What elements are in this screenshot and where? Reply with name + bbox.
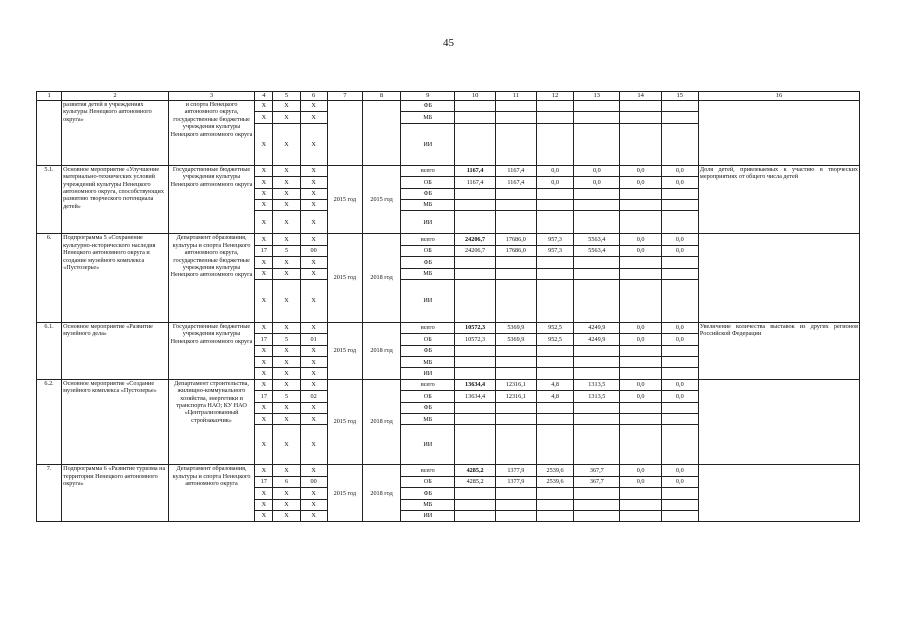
start-year: 2015 год: [327, 465, 362, 522]
code-cell: X: [273, 379, 300, 390]
code-cell: X: [300, 368, 327, 379]
code-cell: X: [300, 279, 327, 322]
end-year: 2015 год: [362, 165, 400, 234]
result-cell: Доля детей, привлекаемых к участию в творческих мероприятиях от общего числа детей: [698, 165, 859, 234]
code-cell: X: [273, 322, 300, 333]
end-year: 2018 год: [362, 465, 400, 522]
code-cell: 5: [273, 334, 300, 345]
code-cell: X: [273, 510, 300, 521]
year-value: 0,0: [661, 391, 698, 402]
code-cell: X: [255, 414, 273, 425]
year-value: 1313,5: [574, 391, 620, 402]
start-year: 2015 год: [327, 234, 362, 323]
year-value: 1167,4: [495, 177, 536, 188]
code-cell: X: [300, 165, 327, 176]
funding-source: ИИ: [401, 425, 455, 465]
code-cell: X: [300, 257, 327, 268]
year-value: 17686,0: [495, 234, 536, 245]
code-cell: X: [300, 510, 327, 521]
funding-source: ОБ: [401, 476, 455, 487]
col-header: 14: [620, 92, 661, 101]
code-cell: 00: [300, 476, 327, 487]
code-cell: X: [300, 188, 327, 199]
table-row: [37, 165, 860, 176]
code-cell: X: [255, 379, 273, 390]
code-cell: X: [273, 257, 300, 268]
year-value: 0,0: [661, 234, 698, 245]
code-cell: X: [255, 425, 273, 465]
funding-source: всего: [401, 165, 455, 176]
table-row: [37, 234, 860, 245]
year-value: 0,0: [620, 334, 661, 345]
row-number: 6.1.: [37, 322, 62, 379]
total-value: 1167,4: [455, 165, 495, 176]
code-cell: X: [255, 402, 273, 413]
code-cell: X: [273, 345, 300, 356]
code-cell: X: [255, 101, 273, 112]
code-cell: X: [300, 414, 327, 425]
code-cell: X: [255, 368, 273, 379]
funding-source: ИИ: [401, 510, 455, 521]
year-value: 4249,9: [574, 322, 620, 333]
header-row: [37, 92, 860, 101]
funding-source: МБ: [401, 414, 455, 425]
code-cell: X: [255, 199, 273, 210]
executor: Департамент образования, культуры и спорта Ненецкого автономного округа: [168, 465, 255, 522]
code-cell: X: [300, 199, 327, 210]
code-cell: X: [273, 425, 300, 465]
funding-source: МБ: [401, 112, 455, 123]
funding-source: ОБ: [401, 245, 455, 256]
code-cell: X: [273, 499, 300, 510]
start-year: 2015 год: [327, 165, 362, 234]
code-cell: X: [300, 402, 327, 413]
funding-source: ОБ: [401, 177, 455, 188]
col-header: 9: [401, 92, 455, 101]
row-number: 6.: [37, 234, 62, 323]
executor: Государственные бюджетные учреждения культуры Ненецкого автономного округа: [168, 165, 255, 234]
code-cell: X: [273, 177, 300, 188]
funding-source: ОБ: [401, 334, 455, 345]
code-cell: X: [255, 165, 273, 176]
code-cell: X: [300, 234, 327, 245]
code-cell: X: [255, 510, 273, 521]
col-header: 12: [536, 92, 573, 101]
year-value: 0,0: [661, 476, 698, 487]
code-cell: 17: [255, 334, 273, 345]
code-cell: X: [300, 425, 327, 465]
activity-name: Основное мероприятие «Создание музейного комплекса «Пустозерье»: [62, 379, 169, 465]
year-value: 0,0: [620, 245, 661, 256]
funding-source: ИИ: [401, 279, 455, 322]
code-cell: X: [273, 101, 300, 112]
code-cell: X: [255, 234, 273, 245]
funding-source: ФБ: [401, 345, 455, 356]
year-value: 0,0: [574, 177, 620, 188]
code-cell: X: [255, 322, 273, 333]
total-value: 1167,4: [455, 177, 495, 188]
code-cell: X: [255, 499, 273, 510]
row-number: [37, 101, 62, 166]
code-cell: 17: [255, 391, 273, 402]
code-cell: X: [255, 257, 273, 268]
code-cell: X: [273, 268, 300, 279]
col-header: 2: [62, 92, 169, 101]
executor: Департамент образования, культуры и спорта Ненецкого автономного округа, государственные бюджетные учреждения культуры Ненецкого автономного округа: [168, 234, 255, 323]
funding-source: ФБ: [401, 402, 455, 413]
year-value: 0,0: [620, 165, 661, 176]
code-cell: X: [273, 368, 300, 379]
table-row: [37, 465, 860, 476]
year-value: 2539,6: [536, 476, 573, 487]
code-cell: X: [273, 112, 300, 123]
result-cell: Увеличение количества выставок из других регионов Российской Федерации: [698, 322, 859, 379]
code-cell: X: [273, 465, 300, 476]
year-value: 0,0: [620, 322, 661, 333]
year-value: 0,0: [620, 379, 661, 390]
code-cell: X: [255, 345, 273, 356]
code-cell: X: [255, 465, 273, 476]
code-cell: X: [300, 465, 327, 476]
year-value: 0,0: [661, 334, 698, 345]
code-cell: X: [255, 177, 273, 188]
year-value: 17686,0: [495, 245, 536, 256]
page-number: 45: [443, 37, 454, 49]
year-value: 952,5: [536, 334, 573, 345]
year-value: 0,0: [661, 165, 698, 176]
col-header: 7: [327, 92, 362, 101]
total-value: 13634,4: [455, 391, 495, 402]
year-value: 0,0: [661, 379, 698, 390]
end-year: 2018 год: [362, 322, 400, 379]
funding-source: всего: [401, 379, 455, 390]
code-cell: X: [255, 123, 273, 165]
code-cell: X: [300, 488, 327, 499]
funding-source: всего: [401, 322, 455, 333]
code-cell: X: [255, 357, 273, 368]
col-header: 13: [574, 92, 620, 101]
row-number: 7.: [37, 465, 62, 522]
year-value: 367,7: [574, 465, 620, 476]
funding-source: ИИ: [401, 123, 455, 165]
year-value: 1313,5: [574, 379, 620, 390]
table-row: [37, 322, 860, 333]
col-header: 4: [255, 92, 273, 101]
row-number: 6.2.: [37, 379, 62, 465]
year-value: 0,0: [574, 165, 620, 176]
funding-source: ФБ: [401, 101, 455, 112]
activity-name: Подпрограмма 6 «Развитие туризма на территории Ненецкого автономного округа»: [62, 465, 169, 522]
year-value: 4,8: [536, 379, 573, 390]
code-cell: X: [255, 279, 273, 322]
funding-source: всего: [401, 234, 455, 245]
year-value: 952,5: [536, 322, 573, 333]
result-cell: [698, 101, 859, 166]
activity-name: Подпрограмма 5 «Сохранение культурно-исторического наследия Ненецкого автономного округа и создание музейного комплекса «Пустозерье»: [62, 234, 169, 323]
code-cell: X: [300, 268, 327, 279]
year-value: 0,0: [620, 391, 661, 402]
funding-source: ФБ: [401, 488, 455, 499]
activity-name: развития детей в учреждениях культуры Ненецкого автономного округа»: [62, 101, 169, 166]
activity-name: Основное мероприятие «Развитие музейного дела»: [62, 322, 169, 379]
total-value: 24206,7: [455, 245, 495, 256]
code-cell: X: [300, 177, 327, 188]
funding-source: ФБ: [401, 188, 455, 199]
funding-source: МБ: [401, 357, 455, 368]
result-cell: [698, 379, 859, 465]
end-year: 2018 год: [362, 379, 400, 465]
col-header: 3: [168, 92, 255, 101]
year-value: 0,0: [661, 245, 698, 256]
year-value: 957,3: [536, 245, 573, 256]
code-cell: X: [273, 123, 300, 165]
executor: Департамент строительства, жилищно-коммунального хозяйства, энергетики и транспорта НАО; КУ НАО «Централизованный стройзаказчик»: [168, 379, 255, 465]
code-cell: X: [300, 101, 327, 112]
year-value: 4,8: [536, 391, 573, 402]
executor: Государственные бюджетные учреждения культуры Ненецкого автономного округа: [168, 322, 255, 379]
code-cell: X: [255, 112, 273, 123]
year-value: 5369,9: [495, 334, 536, 345]
code-cell: X: [300, 379, 327, 390]
code-cell: X: [300, 499, 327, 510]
year-value: 5369,9: [495, 322, 536, 333]
year-value: 0,0: [661, 177, 698, 188]
code-cell: X: [273, 211, 300, 234]
col-header: 15: [661, 92, 698, 101]
code-cell: X: [273, 234, 300, 245]
end-year: [362, 101, 400, 166]
table-row: [37, 379, 860, 390]
result-cell: [698, 234, 859, 323]
code-cell: X: [273, 402, 300, 413]
year-value: 0,0: [536, 165, 573, 176]
year-value: 1377,9: [495, 476, 536, 487]
year-value: 0,0: [661, 322, 698, 333]
funding-source: ОБ: [401, 391, 455, 402]
total-value: 13634,4: [455, 379, 495, 390]
year-value: 1377,9: [495, 465, 536, 476]
table-row: [37, 101, 860, 112]
total-value: 4285,2: [455, 476, 495, 487]
start-year: 2015 год: [327, 379, 362, 465]
col-header: 11: [495, 92, 536, 101]
activity-name: Основное мероприятие «Улучшение материально-технических условий учреждений культуры Ненецкого автономного округа, способствующих развитию творческого потенциала детей»: [62, 165, 169, 234]
year-value: 2539,6: [536, 465, 573, 476]
year-value: 0,0: [620, 234, 661, 245]
result-cell: [698, 465, 859, 522]
total-value: 24206,7: [455, 234, 495, 245]
program-table: [36, 91, 860, 522]
code-cell: 5: [273, 391, 300, 402]
code-cell: X: [300, 211, 327, 234]
end-year: 2018 год: [362, 234, 400, 323]
start-year: 2015 год: [327, 322, 362, 379]
code-cell: X: [273, 199, 300, 210]
year-value: 4249,9: [574, 334, 620, 345]
executor: и спорта Ненецкого автономного округа, государственные бюджетные учреждения культуры Ненецкого автономного округа: [168, 101, 255, 166]
code-cell: 02: [300, 391, 327, 402]
year-value: 5563,4: [574, 245, 620, 256]
code-cell: X: [255, 211, 273, 234]
col-header: 8: [362, 92, 400, 101]
year-value: 5563,4: [574, 234, 620, 245]
total-value: 10572,3: [455, 322, 495, 333]
code-cell: X: [273, 279, 300, 322]
funding-source: ИИ: [401, 368, 455, 379]
code-cell: X: [273, 188, 300, 199]
code-cell: X: [300, 112, 327, 123]
year-value: 0,0: [620, 476, 661, 487]
col-header: 16: [698, 92, 859, 101]
code-cell: 17: [255, 245, 273, 256]
code-cell: X: [300, 322, 327, 333]
year-value: 0,0: [536, 177, 573, 188]
code-cell: 17: [255, 476, 273, 487]
code-cell: X: [273, 488, 300, 499]
row-number: 5.1.: [37, 165, 62, 234]
total-value: 4285,2: [455, 465, 495, 476]
funding-source: всего: [401, 465, 455, 476]
col-header: 6: [300, 92, 327, 101]
code-cell: X: [255, 488, 273, 499]
funding-source: МБ: [401, 268, 455, 279]
year-value: 957,3: [536, 234, 573, 245]
funding-source: ФБ: [401, 257, 455, 268]
year-value: 0,0: [661, 465, 698, 476]
col-header: 10: [455, 92, 495, 101]
code-cell: 01: [300, 334, 327, 345]
year-value: 12316,1: [495, 391, 536, 402]
code-cell: 6: [273, 476, 300, 487]
year-value: 0,0: [620, 177, 661, 188]
year-value: 1167,4: [495, 165, 536, 176]
code-cell: X: [255, 188, 273, 199]
code-cell: X: [300, 123, 327, 165]
code-cell: X: [300, 357, 327, 368]
code-cell: X: [273, 414, 300, 425]
col-header: 1: [37, 92, 62, 101]
funding-source: МБ: [401, 199, 455, 210]
year-value: 0,0: [620, 465, 661, 476]
year-value: 12316,1: [495, 379, 536, 390]
code-cell: X: [273, 165, 300, 176]
start-year: [327, 101, 362, 166]
year-value: 367,7: [574, 476, 620, 487]
code-cell: 00: [300, 245, 327, 256]
code-cell: X: [273, 357, 300, 368]
funding-source: ИИ: [401, 211, 455, 234]
total-value: 10572,3: [455, 334, 495, 345]
code-cell: X: [255, 268, 273, 279]
col-header: 5: [273, 92, 300, 101]
funding-source: МБ: [401, 499, 455, 510]
code-cell: 5: [273, 245, 300, 256]
code-cell: X: [300, 345, 327, 356]
